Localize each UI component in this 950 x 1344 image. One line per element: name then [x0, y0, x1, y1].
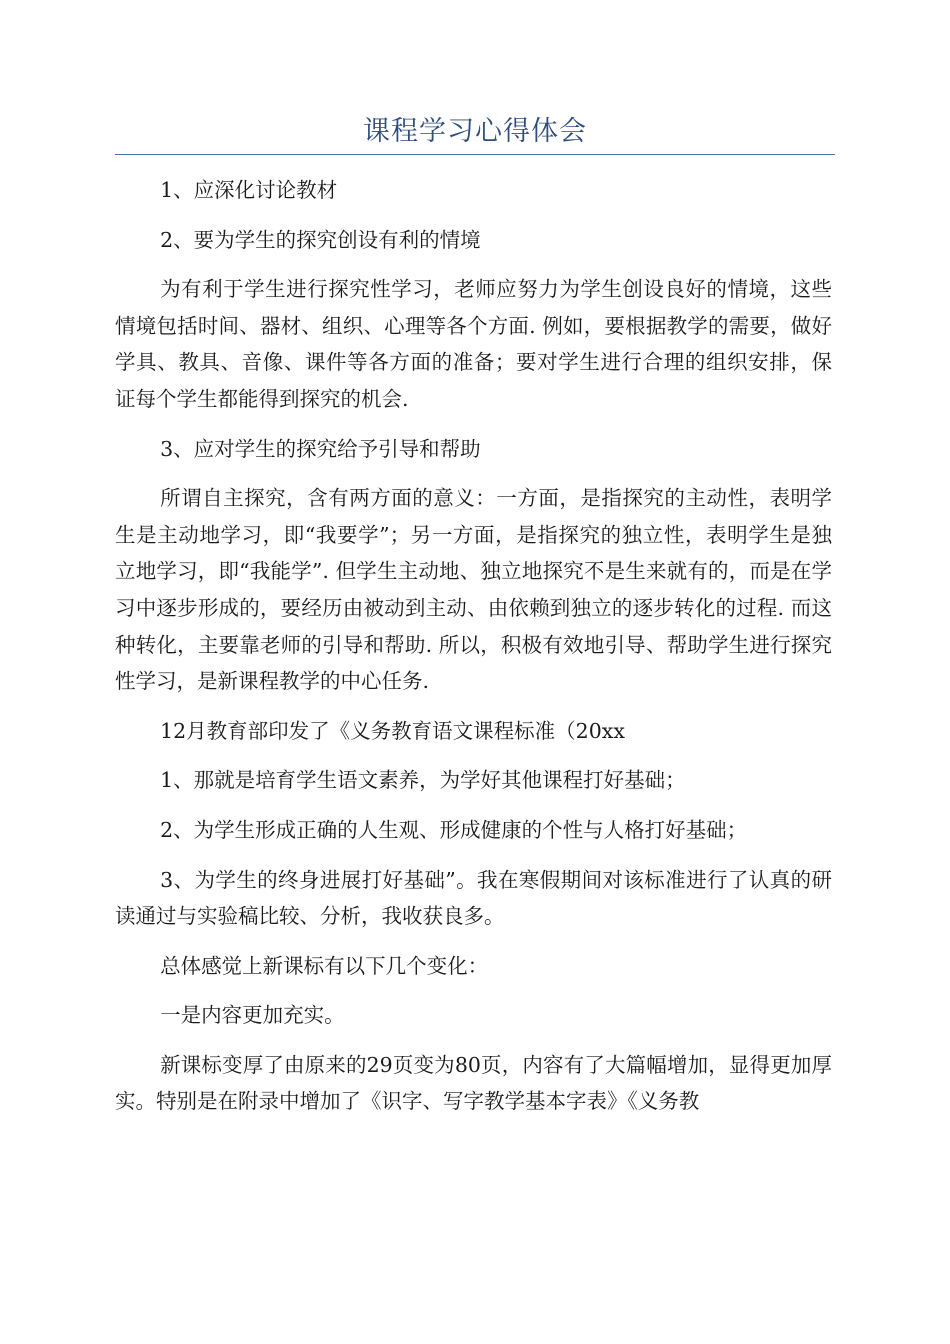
paragraph: 一是内容更加充实。 [160, 1003, 345, 1028]
paragraph: 总体感觉上新课标有以下几个变化： [160, 953, 489, 978]
paragraph: 3、为学生的终身进展打好基础”。我在寒假期间对该标准进行了认真的研读通过与实验稿比较、分析，我收获良多。 [115, 867, 832, 929]
paragraph: 2、为学生形成正确的人生观、形成健康的个性与人格打好基础； [160, 817, 748, 842]
paragraph: 为有利于学生进行探究性学习，老师应努力为学生创设良好的情境，这些情境包括时间、器材、组织、心理等各个方面. 例如，要根据教学的需要，做好学具、教具、音像、课件等各方面的准备；要对学生进行合理的组织安排，保证每个学生都能得到探究的机会. [115, 277, 832, 411]
paragraph: 1、那就是培育学生语文素养，为学好其他课程打好基础； [160, 768, 686, 793]
paragraph: 所谓自主探究，含有两方面的意义：一方面，是指探究的主动性，表明学生是主动地学习，即“我要学”；另一方面，是指探究的独立性，表明学生是独立地学习，即“我能学”. 但学生主动地、独立地探究不是生来就有的，而是在学习中逐步形成的，要经历由被动到主动、由依赖到独立的逐步转化的过程. 而这种转化，主要靠老师的引导和帮助. 所以，积极有效地引导、帮助学生进行探究性学习，是新课程教学的中心任务. [115, 486, 832, 694]
document-title: 课程学习心得体会 [363, 116, 587, 147]
paragraph: 2、要为学生的探究创设有利的情境 [160, 227, 481, 252]
paragraph: 新课标变厚了由原来的29页变为80页，内容有了大篇幅增加，显得更加厚实。特别是在附录中增加了《识字、写字教学基本字表》《义务教 [115, 1052, 832, 1114]
paragraph: 1、应深化讨论教材 [160, 178, 338, 202]
paragraph: 3、应对学生的探究给予引导和帮助 [160, 436, 481, 461]
title-underline [115, 154, 835, 155]
paragraph: 12月教育部印发了《义务教育语文课程标准（20xx [160, 718, 625, 743]
document-body [115, 172, 832, 1133]
